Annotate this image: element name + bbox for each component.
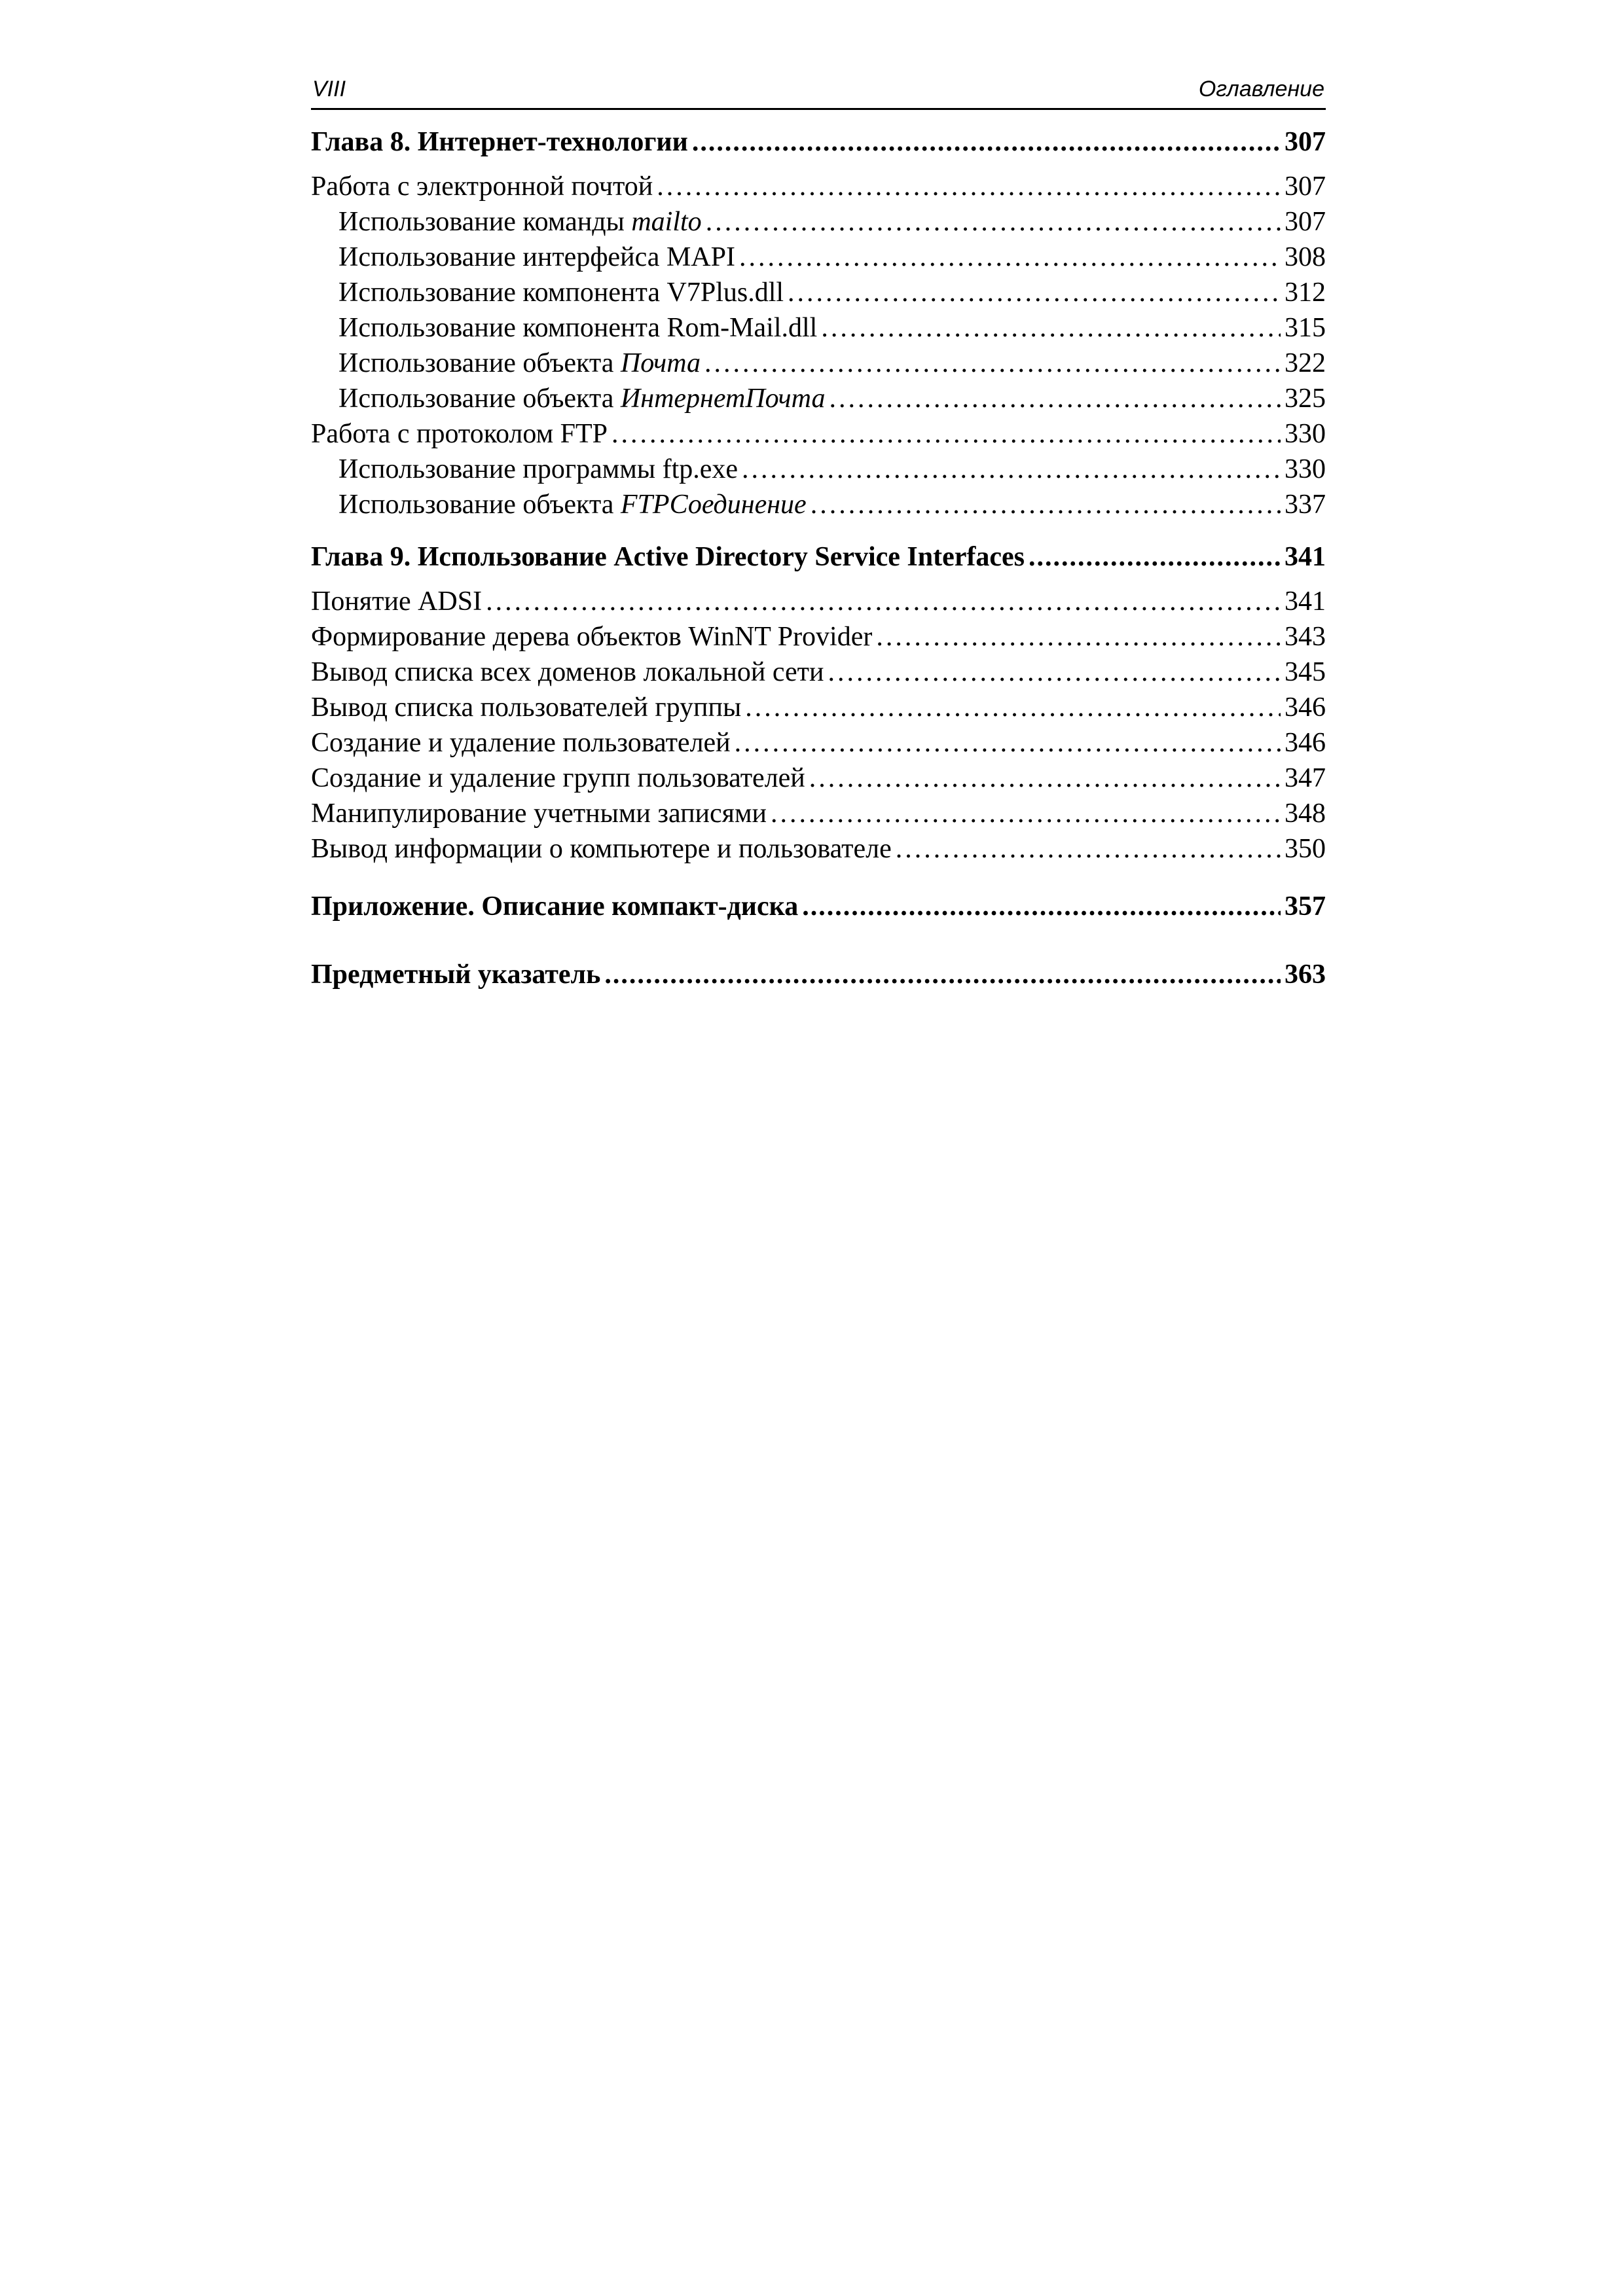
- toc-entry-title: Работа с протоколом FTP: [311, 419, 608, 449]
- toc-entry-page: 348: [1285, 798, 1326, 829]
- toc-entry-page: 346: [1285, 692, 1326, 723]
- dot-leader: [704, 346, 1281, 381]
- toc-section-domains: [311, 655, 1326, 690]
- toc-entry-page: 337: [1285, 490, 1326, 520]
- dot-leader: [829, 381, 1281, 416]
- toc-section-users: [311, 725, 1326, 761]
- toc-section-ftp: [311, 416, 1326, 452]
- toc-entry-page: 363: [1285, 960, 1326, 990]
- toc-section-email: [311, 169, 1326, 204]
- toc-entry-title: Вывод списка всех доменов локальной сети: [311, 657, 824, 687]
- toc-entry-page: 341: [1285, 586, 1326, 617]
- toc-entry-title-text: Использование команды: [338, 207, 632, 237]
- dot-leader: [788, 275, 1281, 310]
- document-page: [311, 69, 1326, 992]
- toc-entry-title: Использование компонента Rom-Mail.dll: [338, 313, 818, 343]
- toc-section-group-users: [311, 690, 1326, 725]
- toc-index: [311, 957, 1326, 992]
- toc-entry-title-emphasis: ИнтернетПочта: [620, 384, 826, 414]
- toc-entry-page: 315: [1285, 313, 1326, 343]
- dot-leader: [771, 796, 1281, 831]
- dot-leader: [706, 204, 1281, 240]
- toc-entry-title: Использование программы ftp.exe: [338, 454, 739, 484]
- toc-entry-title: Создание и удаление групп пользователей: [311, 763, 805, 793]
- toc-entry-page: 345: [1285, 657, 1326, 687]
- toc-subsection-pochta: [311, 346, 1326, 381]
- toc-subsection-ftpexe: [311, 452, 1326, 487]
- toc-entry-page: 330: [1285, 454, 1326, 484]
- toc-subsection-rommail: [311, 310, 1326, 346]
- dot-leader: [745, 690, 1281, 725]
- toc-subsection-ftpconn: [311, 487, 1326, 522]
- toc-entry-title: Глава 8. Интернет-технологии: [311, 127, 688, 157]
- dot-leader: [739, 240, 1281, 275]
- dot-leader: [657, 169, 1281, 204]
- toc-entry-page: 322: [1285, 348, 1326, 378]
- toc-entry-title: Использование компонента V7Plus.dll: [338, 278, 784, 308]
- toc-entry-title: Глава 9. Использование Active Directory Service Interfaces: [311, 542, 1025, 572]
- dot-leader: [821, 310, 1281, 346]
- toc-entry-title: [338, 487, 807, 522]
- toc-entry-page: 347: [1285, 763, 1326, 793]
- dot-leader: [735, 725, 1281, 761]
- dot-leader: [896, 831, 1281, 867]
- dot-leader: [802, 889, 1281, 924]
- toc-subsection-mailto: [311, 204, 1326, 240]
- toc-entry-title-text: Использование объекта: [338, 384, 621, 414]
- dot-leader: [611, 416, 1281, 452]
- toc-chapter-9: [311, 539, 1326, 575]
- toc-entry-title: Создание и удаление пользователей: [311, 728, 731, 758]
- toc-entry-page: 346: [1285, 728, 1326, 758]
- toc-entry-title: [338, 204, 702, 240]
- toc-section-computer: [311, 831, 1326, 867]
- toc-entry-page: 308: [1285, 242, 1326, 272]
- dot-leader: [742, 452, 1281, 487]
- toc-entry-page: 325: [1285, 384, 1326, 414]
- toc-appendix: [311, 889, 1326, 924]
- toc-entry-page: 307: [1285, 127, 1326, 157]
- dot-leader: [809, 761, 1281, 796]
- toc-entry-title-text: Использование объекта: [338, 490, 621, 520]
- toc-section-tree: [311, 619, 1326, 655]
- dot-leader: [692, 124, 1281, 160]
- toc-entry-title-emphasis: mailto: [631, 207, 702, 237]
- toc-entry-title: Манипулирование учетными записями: [311, 798, 767, 829]
- page-number-label: VIII: [312, 77, 346, 101]
- toc-entry-page: 343: [1285, 622, 1326, 652]
- toc-section-adsi: [311, 584, 1326, 619]
- toc-entry-title: Предметный указатель: [311, 960, 601, 990]
- dot-leader: [811, 487, 1281, 522]
- section-title: Оглавление: [1198, 77, 1324, 101]
- toc-subsection-internetpochta: [311, 381, 1326, 416]
- toc-entry-title-text: Использование объекта: [338, 348, 621, 378]
- toc-entry-title: Формирование дерева объектов WinNT Provider: [311, 622, 873, 652]
- toc-entry-page: 357: [1285, 891, 1326, 922]
- dot-leader: [604, 957, 1281, 992]
- toc-entry-title: Вывод информации о компьютере и пользователе: [311, 834, 892, 864]
- toc-entry-page: 312: [1285, 278, 1326, 308]
- toc-entry-title: Приложение. Описание компакт-диска: [311, 891, 799, 922]
- dot-leader: [486, 584, 1281, 619]
- toc-entry-title: Вывод списка пользователей группы: [311, 692, 742, 723]
- toc-entry-title: Понятие ADSI: [311, 586, 483, 617]
- toc-subsection-v7plus: [311, 275, 1326, 310]
- toc-entry-title: Использование интерфейса MAPI: [338, 242, 735, 272]
- dot-leader: [828, 655, 1281, 690]
- toc-entry-title: Работа с электронной почтой: [311, 171, 653, 202]
- toc-entry-title: [338, 381, 825, 416]
- toc-chapter-8: [311, 124, 1326, 160]
- dot-leader: [876, 619, 1281, 655]
- toc-subsection-mapi: [311, 240, 1326, 275]
- toc-entry-page: 307: [1285, 171, 1326, 202]
- toc-entry-page: 341: [1285, 542, 1326, 572]
- dot-leader: [1029, 539, 1281, 575]
- toc-entry-title-emphasis: FTPСоединение: [620, 490, 807, 520]
- table-of-contents: [311, 124, 1326, 992]
- toc-entry-page: 330: [1285, 419, 1326, 449]
- running-head: [311, 69, 1326, 110]
- toc-section-accounts: [311, 796, 1326, 831]
- toc-entry-page: 350: [1285, 834, 1326, 864]
- toc-entry-title-emphasis: Почта: [620, 348, 701, 378]
- toc-entry-page: 307: [1285, 207, 1326, 237]
- toc-section-groups: [311, 761, 1326, 796]
- toc-entry-title: [338, 346, 701, 381]
